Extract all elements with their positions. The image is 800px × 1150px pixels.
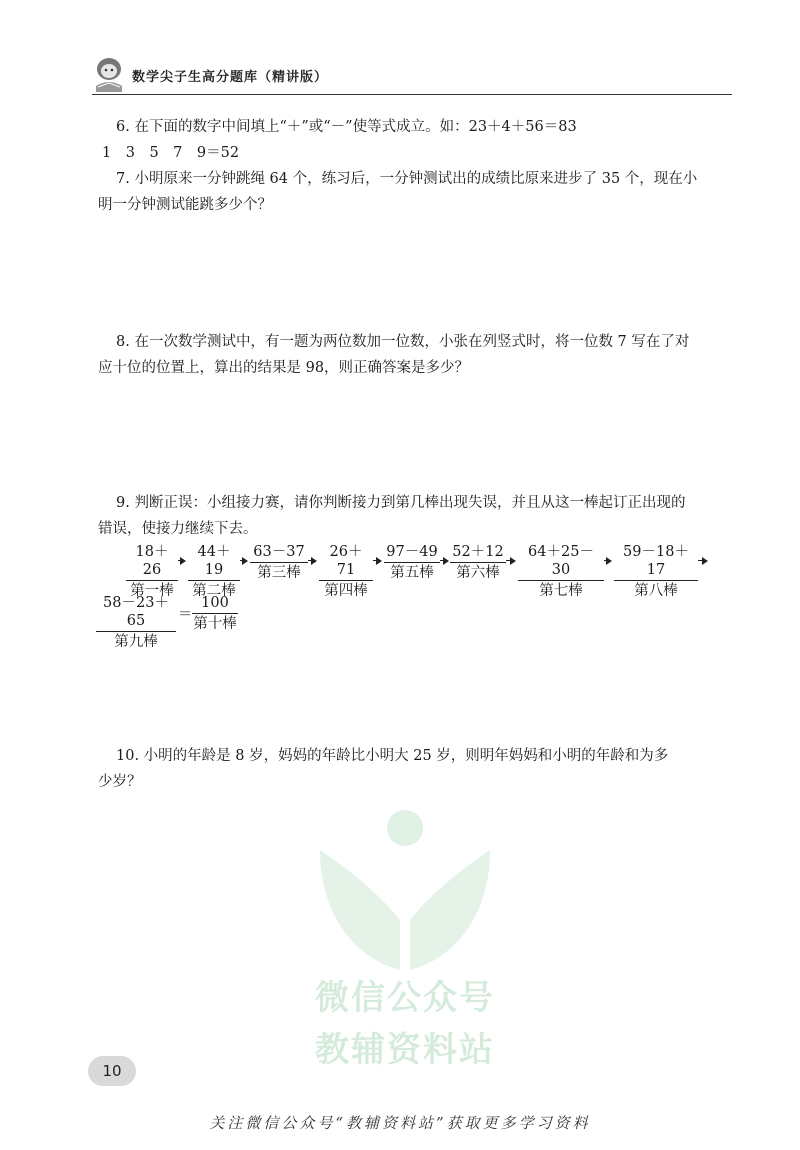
relay-expression: 52＋12 <box>452 544 504 560</box>
relay-label: 第二棒 <box>192 583 236 599</box>
relay-label: 第九棒 <box>114 634 158 650</box>
header-divider <box>92 94 732 95</box>
question-9 <box>98 490 712 542</box>
relay-label: 第五棒 <box>390 565 434 581</box>
relay-arrow <box>373 560 380 561</box>
relay-arrow <box>698 560 706 561</box>
relay-arrow <box>440 560 447 561</box>
question-10-line2: 少岁？ <box>98 774 142 790</box>
relay-expression: 18＋26 <box>135 544 169 578</box>
page-header <box>92 56 732 96</box>
relay-leg-2 <box>188 543 240 600</box>
relay-label: 第六棒 <box>456 565 500 581</box>
footer-note: 关注微信公众号“教辅资料站”获取更多学习资料 <box>209 1114 591 1132</box>
relay-expression: 64＋25－30 <box>528 544 594 578</box>
relay-chain-row-1 <box>126 543 726 599</box>
watermark-line-1: 微信公众号 <box>315 978 495 1018</box>
question-6-text: 6. 在下面的数字中间填上“＋”或“－”使等式成立。如：23＋4＋56＝83 <box>116 119 577 135</box>
question-7 <box>98 166 712 218</box>
relay-leg-8 <box>614 543 698 600</box>
relay-leg-1 <box>126 543 178 600</box>
book-title: 数学尖子生高分题库（精讲版） <box>132 70 329 85</box>
relay-label: 第四棒 <box>324 583 368 599</box>
question-6-equation: 1 3 5 7 9＝52 <box>102 145 240 161</box>
relay-arrow <box>308 560 315 561</box>
equals-sign: ＝ <box>178 607 193 623</box>
relay-arrow <box>506 560 514 561</box>
question-7-line1: 7. 小明原来一分钟跳绳 64 个，练习后，一分钟测试出的成绩比原来进步了 35 个，现在小 <box>116 171 698 187</box>
relay-label: 第一棒 <box>130 583 174 599</box>
relay-label: 第三棒 <box>257 565 301 581</box>
reading-kid-icon <box>92 56 126 94</box>
question-9-line1: 9. 判断正误：小组接力赛，请你判断接力到第几棒出现失误，并且从这一棒起订正出现的 <box>116 495 686 511</box>
question-10 <box>98 743 712 795</box>
relay-arrow <box>604 560 610 561</box>
relay-expression: 97－49 <box>386 544 438 560</box>
relay-arrow <box>240 560 246 561</box>
relay-expression: 63－37 <box>253 544 305 560</box>
relay-leg-6 <box>450 543 506 582</box>
question-8-line1: 8. 在一次数学测试中，有一题为两位数加一位数，小张在列竖式时，将一位数 7 写在了对 <box>116 334 690 350</box>
relay-label: 第十棒 <box>193 616 237 632</box>
relay-expression: 44＋19 <box>197 544 231 578</box>
relay-expression: 59－18＋17 <box>623 544 689 578</box>
relay-leg-4 <box>319 543 373 600</box>
question-8-line2: 应十位的位置上，算出的结果是 98，则正确答案是多少？ <box>98 360 470 376</box>
relay-arrow <box>178 560 184 561</box>
question-7-line2: 明一分钟测试能跳多少个？ <box>98 197 272 213</box>
question-10-line1: 10. 小明的年龄是 8 岁，妈妈的年龄比小明大 25 岁，则明年妈妈和小明的年龄和为多 <box>116 748 669 764</box>
relay-leg-9 <box>96 594 176 651</box>
relay-label: 第八棒 <box>634 583 678 599</box>
relay-leg-5 <box>384 543 440 582</box>
relay-expression: 26＋71 <box>329 544 363 578</box>
relay-expression: 100 <box>201 595 229 611</box>
relay-chain-row-2 <box>96 594 296 650</box>
question-9-line2: 错误，使接力继续下去。 <box>98 521 258 537</box>
watermark-line-2: 教辅资料站 <box>315 1030 495 1070</box>
question-6 <box>98 114 712 166</box>
page-number: 10 <box>102 1062 122 1080</box>
relay-leg-3 <box>250 543 308 582</box>
relay-leg-10 <box>192 594 238 633</box>
question-8 <box>98 329 712 381</box>
relay-label: 第七棒 <box>539 583 583 599</box>
relay-leg-7 <box>518 543 604 600</box>
relay-expression: 58－23＋65 <box>103 595 169 629</box>
